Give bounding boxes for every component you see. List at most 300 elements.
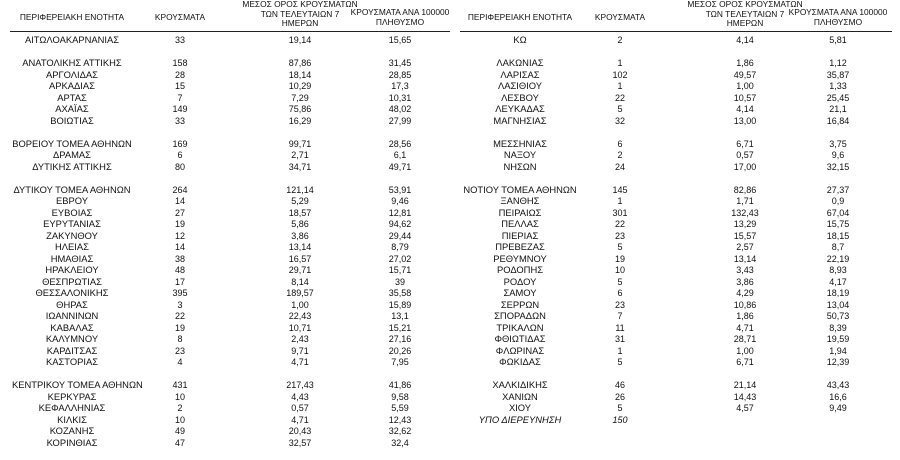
cases-cell: 22 (614, 219, 625, 229)
cases-cell: 5 (617, 276, 623, 287)
header-per100k-line-1: ΚΡΟΥΣΜΑΤΑ ΑΝΑ 100000 (788, 7, 888, 17)
table-row (0, 161, 460, 173)
per100k-cell: 41,86 (388, 380, 412, 390)
region-cell: ΛΑΡΙΣΑΣ (500, 68, 540, 80)
per100k-cell: 7,95 (391, 357, 409, 367)
avg-cell: 5,29 (291, 196, 309, 206)
per100k-cell: 18,19 (826, 288, 850, 298)
avg-cell: 99,71 (288, 138, 312, 149)
table-row (0, 115, 460, 127)
table-row (0, 69, 460, 81)
table-row (0, 241, 460, 253)
table-row (0, 345, 460, 357)
header-avg-line-1: ΜΕΣΟΣ ΟΡΟΣ ΚΡΟΥΣΜΑΤΩΝ (687, 0, 803, 9)
table-row (460, 356, 900, 368)
avg-cell: 132,43 (731, 207, 759, 218)
table-row (0, 333, 460, 345)
avg-cell: 8,14 (291, 276, 309, 287)
table-row (0, 57, 460, 69)
per100k-cell: 5,59 (391, 403, 409, 413)
header-avg-line-2: ΤΩΝ ΤΕΛΕΥΤΑΙΩΝ 7 (705, 8, 785, 19)
cases-cell: 7 (617, 311, 623, 321)
table-row (0, 402, 460, 414)
region-cell: ΗΡΑΚΛΕΙΟΥ (45, 264, 99, 275)
per100k-cell: 12,43 (388, 414, 412, 425)
avg-cell: 21,14 (733, 380, 757, 390)
cases-cell: 14 (174, 196, 185, 206)
header-divider (460, 31, 892, 32)
region-cell: ΚΙΛΚΙΣ (57, 413, 87, 425)
cases-cell: 33 (174, 115, 185, 126)
avg-cell: 18,14 (288, 69, 312, 80)
region-cell: ΕΥΒΟΙΑΣ (51, 206, 93, 218)
per100k-cell: 32,4 (391, 437, 409, 448)
avg-cell: 4,71 (291, 414, 309, 425)
per100k-cell: 5,81 (829, 35, 847, 45)
table-row (0, 230, 460, 242)
region-cell: ΒΟΙΩΤΙΑΣ (50, 114, 94, 126)
per100k-cell: 1,33 (829, 81, 847, 91)
header-per100k-line-2: ΠΛΗΘΥΣΜΟ (375, 16, 425, 27)
per100k-cell: 27,02 (388, 253, 412, 264)
avg-cell: 13,00 (733, 115, 757, 126)
region-cell: ΗΜΑΘΙΑΣ (50, 252, 94, 264)
region-cell: ΚΑΡΔΙΤΣΑΣ (46, 344, 98, 356)
region-cell: ΚΟΡΙΝΘΙΑΣ (46, 436, 98, 448)
header-per100k-line-2: ΠΛΗΘΥΣΜΟ (813, 16, 863, 27)
avg-cell: 32,57 (288, 437, 312, 448)
table-row (460, 103, 900, 115)
avg-cell: 13,14 (288, 242, 312, 252)
per100k-cell: 4,17 (829, 276, 847, 287)
avg-cell: 19,14 (288, 35, 312, 45)
region-cell: ΚΕΡΚΥΡΑΣ (47, 390, 97, 402)
region-cell: ΦΘΙΩΤΙΔΑΣ (494, 333, 546, 344)
region-cell: ΖΑΚΥΝΘΟΥ (46, 229, 98, 241)
cases-cell: 2 (617, 150, 623, 160)
per100k-cell: 27,99 (388, 115, 412, 126)
cases-cell: 32 (614, 115, 625, 126)
avg-cell: 2,71 (291, 150, 309, 160)
table-row (460, 310, 900, 322)
per100k-cell: 10,31 (388, 92, 412, 103)
region-cell: ΚΕΝΤΡΙΚΟΥ ΤΟΜΕΑ ΑΘΗΝΩΝ (12, 379, 143, 390)
cases-cell: 4 (177, 357, 183, 367)
table-row (0, 264, 460, 276)
table-row (0, 322, 460, 334)
avg-cell: 1,86 (736, 311, 754, 321)
avg-cell: 6,71 (736, 357, 754, 367)
region-cell: ΧΑΝΙΩΝ (502, 390, 538, 402)
region-cell: ΘΕΣΠΡΩΤΙΑΣ (42, 275, 102, 287)
table-row (460, 218, 900, 230)
table-row (460, 333, 900, 345)
table-row (460, 253, 900, 265)
region-cell: ΜΑΓΝΗΣΙΑΣ (493, 114, 547, 126)
per100k-cell: 12,39 (826, 357, 850, 367)
header-per100k (340, 8, 460, 27)
cases-cell: 33 (174, 35, 185, 45)
per100k-cell: 49,71 (388, 161, 412, 172)
per100k-cell: 15,75 (826, 219, 850, 229)
avg-cell: 28,71 (733, 334, 757, 344)
table-row (0, 103, 460, 115)
per100k-cell: 1,12 (829, 58, 847, 68)
header-avg-line-1: ΜΕΣΟΣ ΟΡΟΣ ΚΡΟΥΣΜΑΤΩΝ (242, 0, 358, 9)
per100k-cell: 15,21 (388, 322, 412, 333)
region-cell: ΛΕΥΚΑΔΑΣ (495, 103, 545, 114)
cases-cell: 22 (614, 92, 625, 103)
table-row (0, 414, 460, 426)
cases-cell: 23 (614, 230, 625, 241)
region-cell: ΠΙΕΡΙΑΣ (501, 229, 539, 241)
region-cell: ΑΡΓΟΛΙΔΑΣ (46, 68, 98, 80)
cases-cell: 17 (174, 276, 185, 287)
table-row (460, 184, 900, 196)
cases-cell: 48 (174, 265, 185, 275)
per100k-cell: 0,9 (831, 196, 845, 206)
table-row (0, 391, 460, 403)
table-row (460, 69, 900, 81)
per100k-cell: 13,04 (826, 299, 850, 310)
table-row (0, 138, 460, 150)
table-row (460, 287, 900, 299)
avg-cell: 1,00 (291, 299, 309, 310)
cases-cell: 23 (174, 345, 185, 356)
cases-cell: 431 (172, 380, 188, 390)
region-cell: ΙΩΑΝΝΙΝΩΝ (45, 310, 99, 321)
cases-cell: 22 (174, 311, 185, 321)
table-row (460, 322, 900, 334)
per100k-cell: 48,02 (388, 104, 412, 114)
per100k-cell: 31,45 (388, 58, 412, 68)
region-cell: ΧΑΛΚΙΔΙΚΗΣ (492, 379, 548, 390)
cases-cell: 15 (174, 81, 185, 91)
region-cell: ΑΡΚΑΔΙΑΣ (49, 80, 95, 91)
per100k-cell: 35,58 (388, 288, 412, 298)
per100k-cell: 22,19 (826, 253, 850, 264)
avg-cell: 4,29 (736, 288, 754, 298)
avg-cell: 20,43 (288, 426, 312, 436)
cases-cell: 7 (177, 92, 183, 103)
table-row (460, 161, 900, 173)
avg-cell: 17,00 (733, 161, 757, 172)
per100k-cell: 9,46 (391, 196, 409, 206)
per100k-cell: 20,26 (388, 345, 412, 356)
table-row (460, 391, 900, 403)
header-region: ΠΕΡΙΦΕΡΕΙΑΚΗ ΕΝΟΤΗΤΑ (467, 12, 573, 22)
cases-cell: 24 (614, 161, 625, 172)
header-divider (10, 31, 450, 32)
region-cell: ΧΙΟΥ (508, 402, 532, 413)
table-row (460, 34, 900, 46)
region-cell: ΝΟΤΙΟΥ ΤΟΜΕΑ ΑΘΗΝΩΝ (463, 183, 577, 195)
region-cell: ΝΗΣΩΝ (503, 160, 537, 172)
per100k-cell: 39 (394, 276, 405, 287)
table-row (460, 230, 900, 242)
per100k-cell: 35,87 (826, 69, 850, 80)
table-row (460, 264, 900, 276)
table-row (460, 115, 900, 127)
table-row (460, 92, 900, 104)
region-cell: ΠΕΙΡΑΙΩΣ (498, 206, 542, 218)
table-row (460, 299, 900, 311)
cases-cell: 5 (617, 357, 623, 367)
per100k-cell: 16,84 (826, 115, 850, 126)
region-cell: ΣΠΟΡΑΔΩΝ (494, 310, 546, 321)
table-row (460, 345, 900, 357)
per100k-cell: 8,7 (831, 242, 845, 252)
table-row (0, 299, 460, 311)
cases-cell: 301 (612, 207, 628, 218)
region-cell: ΞΑΝΘΗΣ (500, 195, 540, 206)
avg-cell: 75,86 (288, 104, 312, 114)
region-cell: ΚΩ (513, 34, 527, 45)
cases-cell: 1 (617, 58, 623, 68)
cases-cell: 27 (174, 207, 185, 218)
region-cell: ΔΥΤΙΚΟΥ ΤΟΜΕΑ ΑΘΗΝΩΝ (13, 183, 131, 195)
table-row (0, 356, 460, 368)
region-cell: ΗΛΕΙΑΣ (55, 241, 89, 252)
table-row (460, 195, 900, 207)
per100k-cell: 1,94 (829, 345, 847, 356)
table-row (460, 402, 900, 414)
table-row (460, 149, 900, 161)
region-cell: ΠΕΛΛΑΣ (501, 218, 539, 229)
header-per100k-line-1: ΚΡΟΥΣΜΑΤΑ ΑΝΑ 100000 (350, 7, 450, 17)
avg-cell: 16,29 (288, 115, 312, 126)
per100k-cell: 15,89 (388, 299, 412, 310)
avg-cell: 34,71 (288, 161, 312, 172)
avg-cell: 29,71 (288, 265, 312, 275)
per100k-cell: 32,15 (826, 161, 850, 172)
table-row (0, 92, 460, 104)
cases-cell: 11 (615, 322, 625, 333)
avg-cell: 22,43 (288, 311, 312, 321)
cases-cell: 19 (614, 253, 625, 264)
per100k-cell: 17,3 (391, 81, 409, 91)
per100k-cell: 12,81 (388, 207, 412, 218)
cases-cell: 264 (172, 184, 188, 195)
cases-cell: 6 (177, 150, 183, 160)
avg-cell: 13,29 (733, 219, 757, 229)
avg-cell: 16,57 (288, 253, 312, 264)
per100k-cell: 9,58 (391, 391, 409, 402)
avg-cell: 3,43 (736, 265, 754, 275)
avg-cell: 15,57 (733, 230, 757, 241)
avg-cell: 13,14 (733, 253, 757, 264)
table-row (0, 195, 460, 207)
avg-cell: 1,71 (736, 196, 754, 206)
per100k-cell: 21,1 (829, 104, 847, 114)
region-cell: ΚΑΣΤΟΡΙΑΣ (45, 356, 99, 367)
per100k-cell: 67,04 (826, 207, 850, 218)
table-row (460, 414, 900, 426)
avg-cell: 5,86 (291, 219, 309, 229)
avg-cell: 121,14 (286, 184, 314, 195)
per100k-cell: 15,71 (388, 265, 412, 275)
avg-cell: 4,71 (736, 322, 754, 333)
cases-cell: 38 (174, 253, 185, 264)
cases-cell: 145 (612, 184, 628, 195)
avg-cell: 3,86 (291, 230, 309, 241)
cases-cell: 10 (174, 391, 185, 402)
per100k-cell: 6,1 (393, 150, 407, 160)
region-cell: ΣΕΡΡΩΝ (500, 298, 540, 310)
region-cell: ΥΠΟ ΔΙΕΡΕΥΝΗΣΗ (478, 413, 562, 425)
avg-cell: 1,86 (736, 58, 754, 68)
cases-cell: 10 (614, 265, 625, 275)
table-row (0, 437, 460, 449)
cases-cell: 149 (172, 104, 188, 114)
cases-cell: 49 (174, 426, 185, 436)
cases-cell: 12 (174, 230, 185, 241)
per100k-cell: 9,49 (829, 403, 847, 413)
region-cell: ΘΗΡΑΣ (56, 298, 88, 310)
region-cell: ΘΕΣΣΑΛΟΝΙΚΗΣ (35, 287, 109, 298)
cases-cell: 395 (172, 288, 188, 298)
region-cell: ΚΕΦΑΛΛΗΝΙΑΣ (38, 402, 106, 413)
per100k-cell: 53,91 (388, 184, 412, 195)
table-row (460, 57, 900, 69)
region-cell: ΕΒΡΟΥ (55, 195, 88, 206)
region-cell: ΑΝΑΤΟΛΙΚΗΣ ΑΤΤΙΚΗΣ (22, 57, 122, 68)
avg-cell: 1,00 (736, 81, 754, 91)
region-cell: ΒΟΡΕΙΟΥ ΤΟΜΕΑ ΑΘΗΝΩΝ (12, 137, 132, 149)
per100k-cell: 13,1 (391, 311, 409, 321)
avg-cell: 2,43 (291, 334, 309, 344)
avg-cell: 4,43 (291, 391, 309, 402)
avg-cell: 6,71 (736, 138, 754, 149)
cases-cell: 2 (617, 35, 623, 45)
region-cell: ΕΥΡΥΤΑΝΙΑΣ (43, 218, 101, 229)
per100k-cell: 94,62 (388, 219, 412, 229)
avg-cell: 217,43 (286, 380, 314, 390)
region-cell: ΦΛΩΡΙΝΑΣ (495, 344, 545, 356)
per100k-cell: 28,85 (388, 69, 412, 80)
avg-cell: 9,71 (291, 345, 309, 356)
avg-cell: 0,57 (736, 150, 754, 160)
avg-cell: 4,57 (736, 403, 754, 413)
table-row (460, 379, 900, 391)
cases-cell: 3 (177, 299, 183, 310)
per100k-cell: 9,6 (831, 150, 845, 160)
table-row (0, 218, 460, 230)
region-cell: ΚΑΒΑΛΑΣ (50, 321, 94, 333)
region-cell: ΡΕΘΥΜΝΟΥ (493, 252, 547, 264)
avg-cell: 189,57 (286, 288, 314, 298)
region-cell: ΡΟΔΟΠΗΣ (496, 264, 544, 275)
avg-cell: 4,14 (736, 35, 754, 45)
cases-cell: 19 (174, 322, 185, 333)
region-cell: ΚΟΖΑΝΗΣ (49, 425, 95, 436)
table-row (0, 80, 460, 92)
cases-cell: 10 (174, 414, 185, 425)
region-cell: ΑΙΤΩΛΟΑΚΑΡΝΑΝΙΑΣ (24, 34, 120, 45)
cases-cell: 169 (172, 138, 188, 149)
cases-cell: 150 (612, 414, 628, 425)
header-cases: ΚΡΟΥΣΜΑΤΑ (154, 12, 206, 22)
cases-cell: 1 (617, 196, 623, 206)
region-cell: ΑΧΑΪΑΣ (55, 103, 89, 114)
region-cell: ΚΑΛΥΜΝΟΥ (45, 333, 99, 344)
avg-cell: 1,00 (736, 345, 754, 356)
cases-cell: 31 (614, 334, 625, 344)
cases-cell: 102 (612, 69, 628, 80)
table-row (0, 34, 460, 46)
avg-cell: 10,57 (733, 92, 757, 103)
region-cell: ΜΕΣΣΗΝΙΑΣ (493, 137, 547, 149)
table-row (460, 207, 900, 219)
cases-cell: 8 (177, 334, 183, 344)
per100k-cell: 32,62 (388, 426, 412, 436)
avg-cell: 14,43 (733, 391, 757, 402)
region-cell: ΦΩΚΙΔΑΣ (499, 356, 541, 367)
avg-cell: 2,57 (736, 242, 754, 252)
header-avg-line-3: ΗΜΕΡΩΝ (281, 18, 319, 28)
per100k-cell: 15,65 (388, 35, 412, 45)
per100k-cell: 27,16 (388, 334, 412, 344)
region-cell: ΝΑΞΟΥ (503, 149, 537, 160)
table-row (0, 184, 460, 196)
region-cell: ΠΡΕΒΕΖΑΣ (495, 241, 545, 252)
region-cell: ΡΟΔΟΥ (503, 275, 537, 287)
avg-cell: 49,57 (733, 69, 757, 80)
region-cell: ΣΑΜΟΥ (503, 287, 537, 298)
per100k-cell: 43,43 (826, 380, 850, 390)
table-row (460, 138, 900, 150)
cases-cell: 26 (614, 391, 625, 402)
avg-cell: 10,29 (288, 81, 312, 91)
header-avg-line-2: ΤΩΝ ΤΕΛΕΥΤΑΙΩΝ 7 (260, 8, 340, 19)
table-row (0, 425, 460, 437)
cases-cell: 19 (174, 219, 185, 229)
avg-cell: 18,57 (288, 207, 312, 218)
region-cell: ΤΡΙΚΑΛΩΝ (496, 321, 544, 333)
avg-cell: 87,86 (288, 58, 312, 68)
region-cell: ΑΡΤΑΣ (57, 91, 87, 103)
cases-cell: 47 (174, 437, 185, 448)
cases-cell: 6 (617, 288, 623, 298)
cases-cell: 23 (614, 299, 625, 310)
cases-cell: 1 (617, 345, 623, 356)
cases-cell: 46 (614, 380, 625, 390)
per100k-cell: 29,44 (388, 230, 412, 241)
cases-cell: 28 (174, 69, 185, 80)
per100k-cell: 50,73 (826, 311, 850, 321)
header-per100k (778, 8, 898, 27)
per100k-cell: 18,15 (826, 230, 850, 241)
table-row (0, 276, 460, 288)
avg-cell: 4,71 (291, 357, 309, 367)
header-cases: ΚΡΟΥΣΜΑΤΑ (594, 12, 646, 22)
header-avg-line-3: ΗΜΕΡΩΝ (726, 18, 764, 28)
table-row (0, 207, 460, 219)
cases-cell: 2 (177, 403, 183, 413)
table-row (460, 80, 900, 92)
avg-cell: 0,57 (291, 403, 309, 413)
cases-cell: 80 (174, 161, 185, 172)
cases-cell: 6 (617, 138, 623, 149)
region-cell: ΛΑΣΙΘΙΟΥ (497, 80, 543, 91)
avg-cell: 3,86 (736, 276, 754, 287)
per100k-cell: 8,93 (829, 265, 847, 275)
avg-cell: 4,14 (736, 104, 754, 114)
per100k-cell: 3,75 (829, 138, 847, 149)
per100k-cell: 8,79 (391, 242, 409, 252)
per100k-cell: 19,59 (826, 334, 850, 344)
per100k-cell: 28,56 (388, 138, 412, 149)
